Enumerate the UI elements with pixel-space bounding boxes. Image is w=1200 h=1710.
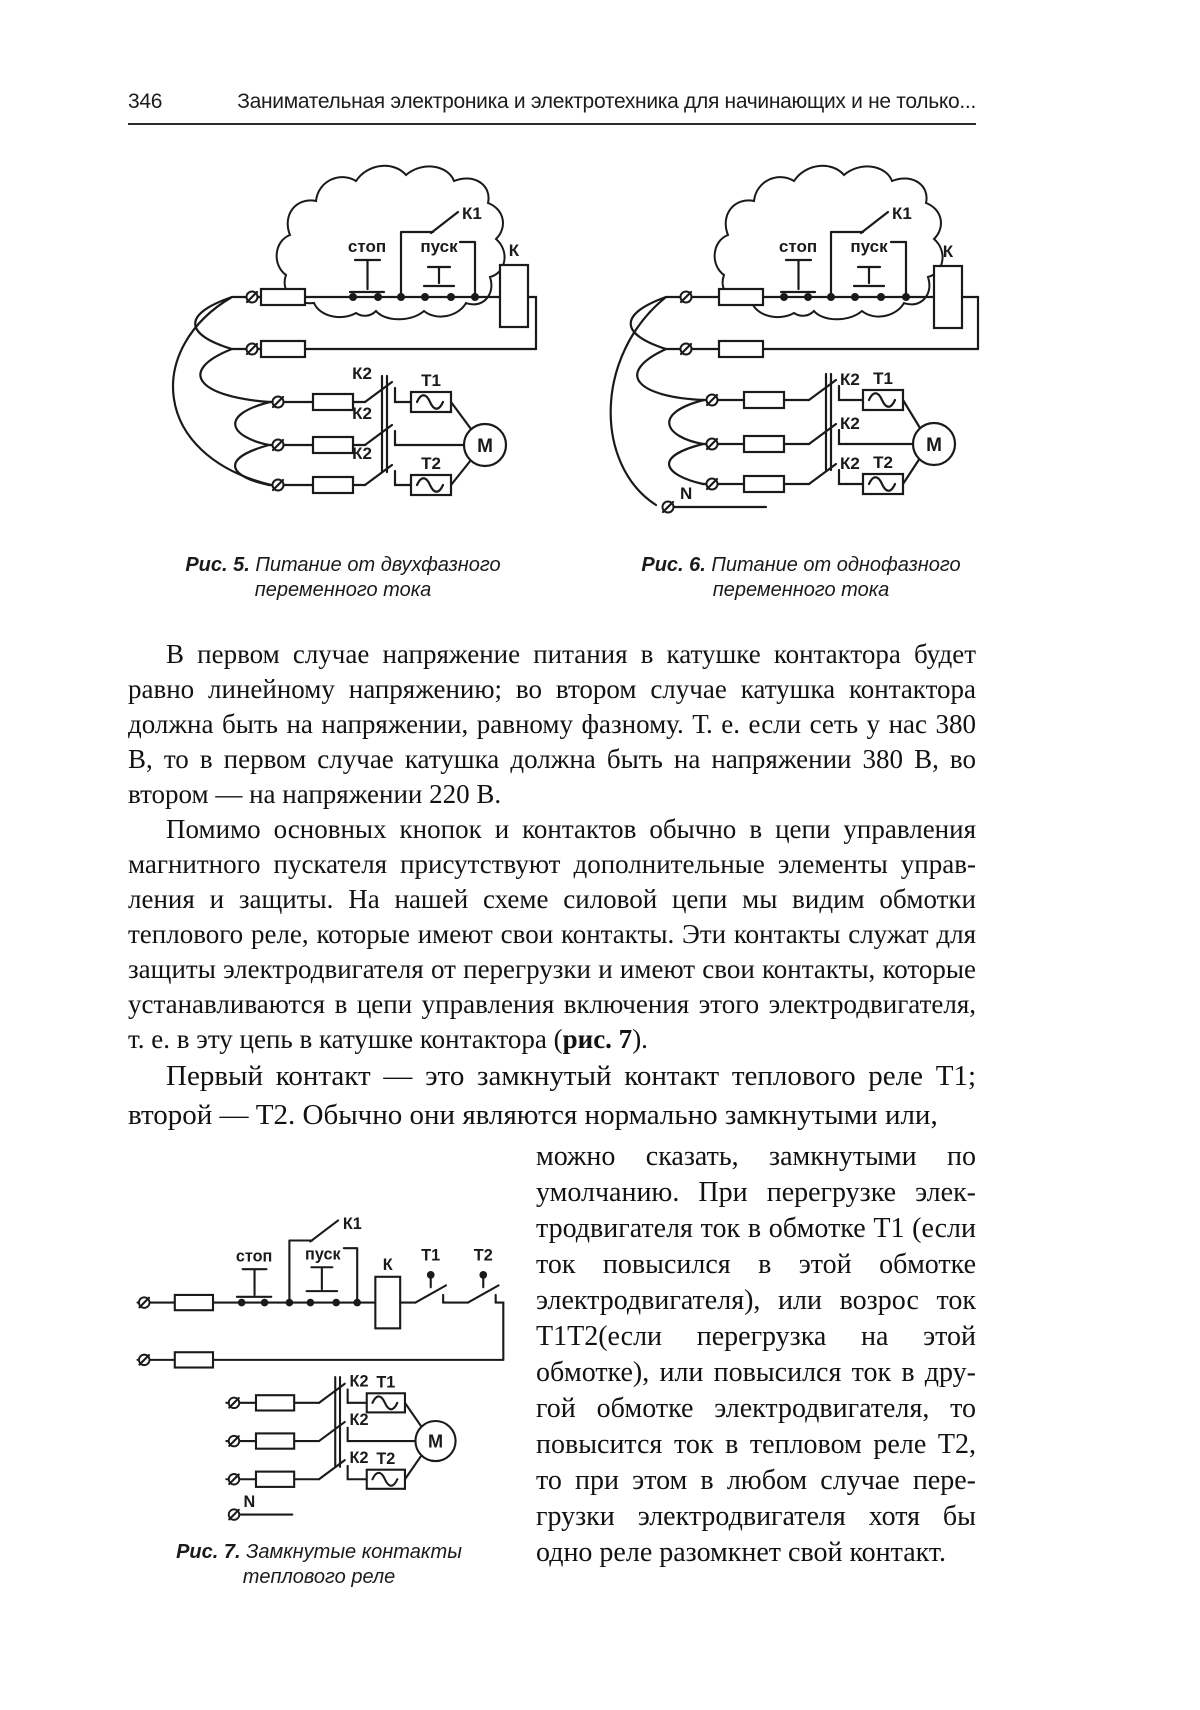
- fig6-label-k2-2: К2: [840, 414, 860, 433]
- figure-6: [586, 155, 1016, 603]
- circuit-diagram-closed-contacts: [128, 1145, 510, 1527]
- figure-5-caption-label: Рис. 5.: [185, 554, 250, 576]
- fig7-label-k2-1: К2: [349, 1372, 369, 1391]
- paragraph-2-text: Помимо основных кнопок и контактов обычно в цепи управления магнитного пускателя присутствуют дополнительные элементы управления и защиты. На нашей схеме силовой цепи мы видим обмотки теплового реле, которые имеют свои контакты. Эти контакты служат для защиты электродвигателя от перегрузки и имеют свои контакты, которые устанавливаются в цепи управления включения этого электродвигателя, т. е. в эту цепь в катушке контактора (: [128, 814, 976, 1054]
- fig7-label-k2-3: К2: [349, 1449, 369, 1468]
- circuit-diagram-single-phase: [586, 155, 1016, 540]
- figure-6-caption-label: Рис. 6.: [641, 554, 706, 576]
- page-number: 346: [128, 90, 163, 113]
- fig6-label-stop: стоп: [778, 237, 818, 256]
- figure-7: [128, 1145, 510, 1590]
- fig5-label-k2-1: К2: [352, 364, 372, 383]
- figure-7-caption-text: Замкнутые контакты теплового реле: [240, 1541, 462, 1588]
- fig6-label-k2-3: К2: [840, 454, 860, 473]
- fig7-label-k2-2: К2: [349, 1410, 369, 1429]
- figure-7-caption-label: Рис. 7.: [176, 1541, 241, 1563]
- fig6-label-n: N: [680, 484, 693, 503]
- page-content: [128, 90, 976, 1590]
- fig5-label-m: М: [477, 436, 493, 457]
- paragraph-2: [128, 812, 976, 1057]
- fig7-label-m: М: [427, 1431, 444, 1452]
- figure-5-caption: [178, 553, 508, 603]
- paragraph-2-end: ).: [632, 1024, 648, 1054]
- fig5-label-pusk: пуск: [420, 237, 458, 256]
- fig7-label-k1: К1: [342, 1215, 362, 1234]
- fig6-label-t2: Т2: [873, 453, 893, 472]
- body-text: [128, 637, 976, 1590]
- fig7-label-pusk: пуск: [305, 1245, 341, 1264]
- figure-6-caption-text: Питание от однофазного переменного тока: [705, 554, 961, 601]
- fig5-label-k: К: [508, 241, 520, 260]
- fig7-label-t2-contact: Т2: [473, 1246, 493, 1265]
- figure-text-wrap: [128, 1139, 976, 1590]
- fig5-label-k2-2: К2: [352, 404, 372, 423]
- figure-5: [128, 155, 558, 603]
- fig5-label-stop: стоп: [347, 237, 387, 256]
- fig6-label-t1: Т1: [873, 369, 893, 388]
- fig6-label-m: М: [926, 435, 942, 456]
- paragraph-3-continuation: можно сказать, замкнутыми по умолчанию. При перегрузке электродвигателя ток в обмотке Т1 (если ток повысился в этой обмотке электродвигателя), или возрос ток Т1Т2(если перегрузка на этой обмотке), или повысился ток в другой обмотке электродвигателя, то повысится ток в тепловом реле Т2, то при этом в любом случае перегрузки электродвигателя хотя бы одно реле разомкнет свой контакт.: [536, 1141, 976, 1568]
- fig5-label-k2-3: К2: [352, 444, 372, 463]
- figure-7-caption: [164, 1540, 474, 1590]
- fig6-label-k1: К1: [892, 204, 912, 223]
- figures-row: [128, 155, 1020, 603]
- fig7-label-t1: Т1: [376, 1373, 396, 1392]
- fig5-label-t1: Т1: [421, 371, 441, 390]
- fig7-label-n: N: [243, 1492, 256, 1511]
- fig6-wiring: [611, 166, 978, 513]
- fig5-label-t2: Т2: [421, 454, 441, 473]
- fig7-label-k: К: [382, 1256, 393, 1275]
- page-header: [128, 90, 976, 125]
- fig5-label-k1: К1: [462, 204, 482, 223]
- fig7-wiring: [138, 1220, 504, 1519]
- fig7-label-stop: стоп: [235, 1247, 273, 1266]
- paragraph-1: В первом случае напряжение питания в катушке контактора будет равно линейному напряжению; во втором случае катушка контактора должна быть на напряжении, равному фазному. Т. е. если сеть у нас 380 В, то в первом случае катушка должна быть на напряжении 380 В, во втором — на напряжении 220 В.: [128, 639, 976, 809]
- paragraph-3-start: Первый контакт — это замкнутый контакт теплового реле Т1; второй — Т2. Обычно они являются нормально замкнутыми или,: [128, 1060, 976, 1131]
- circuit-diagram-two-phase: [128, 155, 558, 540]
- figure-7-reference: рис. 7: [562, 1024, 633, 1054]
- figure-6-caption: [636, 553, 966, 603]
- fig6-label-pusk: пуск: [850, 237, 888, 256]
- fig7-label-t1-contact: Т1: [421, 1246, 441, 1265]
- fig7-label-t2: Т2: [376, 1449, 396, 1468]
- figure-5-caption-text: Питание от двухфазного переменного тока: [249, 554, 501, 601]
- fig6-label-k: К: [942, 242, 954, 261]
- fig6-label-k2-1: К2: [840, 370, 860, 389]
- running-title: Занимательная электроника и электротехника для начинающих и не только...: [237, 90, 976, 113]
